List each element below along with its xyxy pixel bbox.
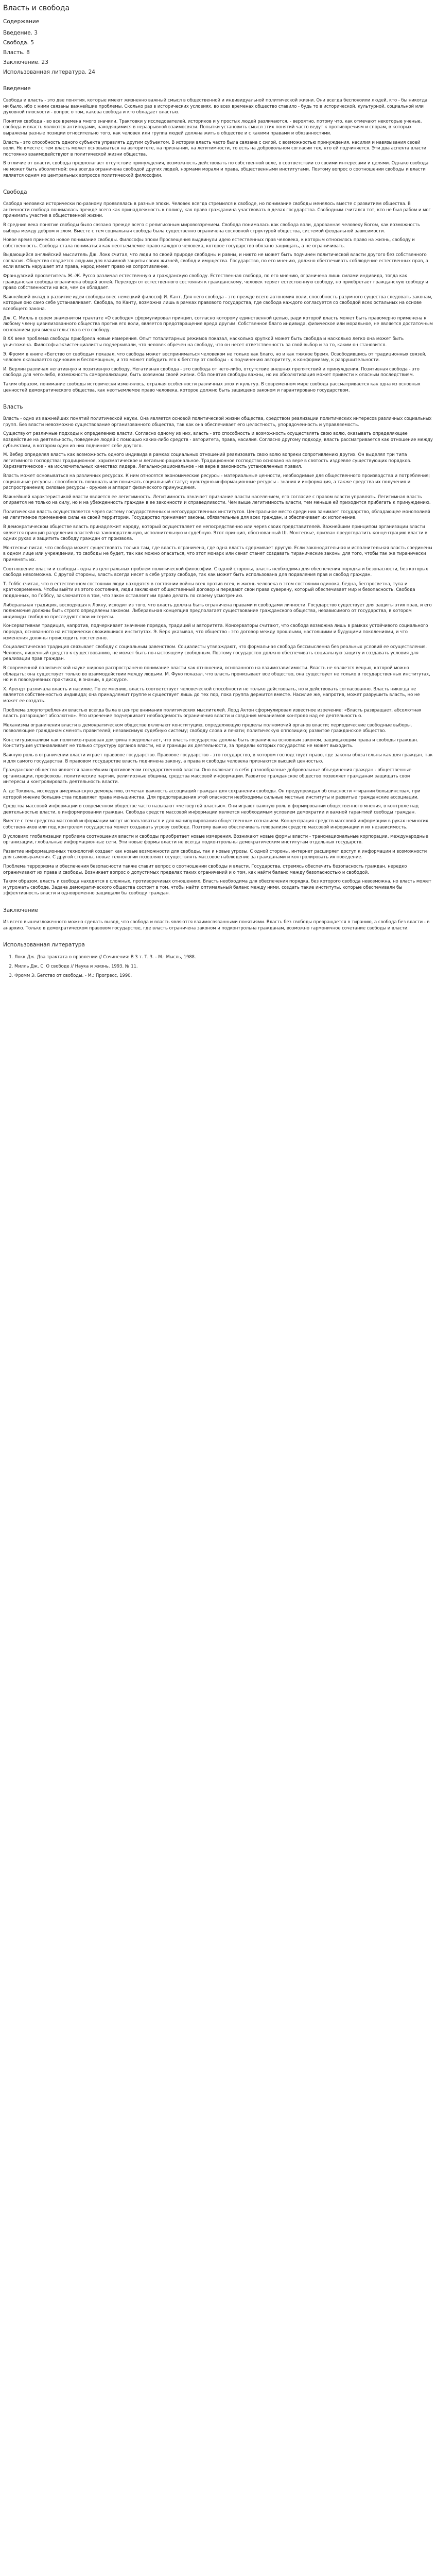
paragraph: И. Берлин различал негативную и позитивную свободу. Негативная свобода - это свобода от чего-либо, отсутствие внешних препятствий и принуждения. Позитивная свобода - это свобода для чего-либо, возможность самореализации, быть хозяином своей жизни. Оба понятия свободы важны, но их абсолютизация может привести к опасным последствиям. (3, 366, 420, 378)
paragraph: Из всего вышеизложенного можно сделать вывод, что свобода и власть являются взаимосвязанными понятиями. Власть без свободы превращается в тиранию, а свобода без власти - в анархию. Только в демократическом правовом государстве, где власть ограничена законом и подконтрольна гражданам, возможно гармоничное сочетание свободы и власти. (3, 919, 430, 930)
paragraph: Французский просветитель Ж.-Ж. Руссо различал естественную и гражданскую свободу. Естественная свобода, по его мнению, ограничена лишь силами индивида, тогда как гражданская свобода ограничена общей волей. Переходя от естественного состояния к гражданскому, человек теряет естественную свободу, но приобретает гражданскую свободу и право собственности на все, чем он обладает. (3, 273, 428, 291)
paragraph: Соотношение власти и свободы - одна из центральных проблем политической философии. С одной стороны, власть необходима для обеспечения порядка и безопасности, без которых свобода невозможна. С другой стороны, власть всегда несет в себе угрозу свободе, так как может быть использована для подавления прав и свобод граждан. (3, 566, 428, 578)
literature-section (3, 941, 433, 979)
paragraph: Выдающийся английский мыслитель Дж. Локк считал, что люди по своей природе свободны и равны, и никто не может быть подчинен политической власти другого без собственного согласия. Общество создается людьми для взаимной защиты своих жизней, свобод и имущества. Государство, по его мнению, должно обеспечивать соблюдение естественных прав, а если власть нарушает эти права, народ имеет право на сопротивление. (3, 252, 428, 269)
paragraph: В отличие от власти, свобода предполагает отсутствие принуждения, возможность действовать по собственной воле, в соответствии со своими интересами и целями. Однако свобода не может быть абсолютной: она всегда ограничена свободой других людей, нормами морали и права, общественными институтами. Поэтому вопрос о соотношении свободы и власти является одним из центральных вопросов политической философии. (3, 160, 429, 178)
section-heading: Заключение (3, 907, 38, 913)
literature-item: 1. Локк Дж. Два трактата о правлении // Сочинения: В 3 т. Т. 3. - М.: Мысль, 1988. (14, 954, 433, 960)
paragraph: В XX веке проблема свободы приобрела новые измерения. Опыт тоталитарных режимов показал, насколько хрупкой может быть свобода и насколько легко она может быть уничтожена. Философы-экзистенциалисты подчеркивали, что человек обречен на свободу, что он несет ответственность за свой выбор и за то, каким он становится. (3, 336, 404, 347)
paragraph: Власть - одно из важнейших понятий политической науки. Она является основой политической жизни общества, средством реализации политических интересов различных социальных групп. Без власти невозможно существование организованного общества, так как она обеспечивает его целостность, упорядоченность и управляемость. (3, 416, 432, 427)
section-heading: Власть (3, 404, 23, 411)
section (3, 403, 433, 896)
table-of-contents (3, 18, 433, 77)
paragraph: Понятия свобода - во все времена много значили. Трактовки у исследователей, историков и у простых людей различаются, - вероятно, потому что, как отмечают некоторые ученые, свобода и власть являются антиподами, находящимися в неразрывной взаимосвязи. Попытки установить смысл этих понятий часто ведут к противоречиям и спорам, в которых выражены разные позиции относительно того, как человек или группа людей должна жить в обществе и с какими правами и обязанностями. (3, 118, 422, 135)
document-body (3, 84, 433, 931)
paragraph: Средства массовой информации в современном обществе часто называют «четвертой властью». Они играют важную роль в формировании общественного мнения, в контроле над деятельностью власти, в информировании граждан. Свобода средств массовой информации является необходимым условием демократии и важной гарантией свободы граждан. (3, 803, 419, 815)
toc-item[interactable]: Свобода. 5 (3, 40, 34, 46)
toc-heading: Содержание (3, 19, 40, 25)
paragraph: Политическая власть осуществляется через систему государственных и негосударственных институтов. Центральное место среди них занимает государство, обладающее монополией на легитимное применение силы на своей территории. Государство принимает законы, обязательные для всех граждан, и обеспечивает их исполнение. (3, 509, 430, 520)
paragraph: Гражданское общество является важнейшим противовесом государственной власти. Оно включает в себя разнообразные добровольные объединения граждан - общественные организации, профсоюзы, политические партии, религиозные общины, средства массовой информации. Развитое гражданское общество позволяет гражданам защищать свои интересы и контролировать деятельность власти. (3, 767, 412, 785)
paragraph: Монтескье писал, что свобода может существовать только там, где власть ограничена, где одна власть сдерживает другую. Если законодательная и исполнительная власть соединены в одном лице или учреждении, то свободы не будет, так как можно опасаться, что этот монарх или сенат станет создавать тиранические законы для того, чтобы так же тиранически применять их. (3, 545, 432, 563)
section (3, 906, 433, 931)
paragraph: Таким образом, понимание свободы исторически изменялось, отражая особенности различных эпох и культур. В современном мире свобода рассматривается как одна из основных ценностей демократического общества, как неотъемлемое право человека, которое должно быть защищено законом и гарантировано государством. (3, 381, 421, 393)
paragraph: Э. Фромм в книге «Бегство от свободы» показал, что свобода может восприниматься человеком не только как благо, но и как тяжкое бремя. Освободившись от традиционных связей, человек оказывается одиноким и беспомощным, и это может побудить его к бегству от свободы - к подчинению авторитету, к конформизму, к разрушительности. (3, 351, 427, 363)
paragraph: Власть может основываться на различных ресурсах. К ним относятся экономические ресурсы - материальные ценности, необходимые для общественного производства и потребления; социальные ресурсы - способность повышать или понижать социальный статус; культурно-информационные ресурсы - знания и информация, а также средства их получения и распространения; силовые ресурсы - оружие и аппарат физического принуждения. (3, 472, 430, 490)
section-heading: Свобода (3, 189, 27, 196)
literature-item: 3. Фромм Э. Бегство от свободы. - М.: Прогресс, 1990. (14, 972, 433, 979)
paragraph: В демократическом обществе власть принадлежит народу, который осуществляет ее непосредственно или через своих представителей. Важнейшим принципом организации власти является принцип разделения властей на законодательную, исполнительную и судебную. Этот принцип, обоснованный Ш. Монтескье, призван предотвратить концентрацию власти в одних руках и защитить свободу граждан от произвола. (3, 524, 428, 541)
paragraph: Вместе с тем средства массовой информации могут использоваться и для манипулирования общественным сознанием. Концентрация средств массовой информации в руках немногих собственников или под контролем государства может создавать угрозу свободе. Поэтому важно обеспечивать плюрализм средств массовой информации и их независимость. (3, 818, 428, 829)
section (3, 84, 433, 178)
toc-item[interactable]: Заключение. 23 (3, 59, 48, 65)
paragraph: Консервативная традиция, напротив, подчеркивает значение порядка, традиций и авторитета. Консерваторы считают, что свобода возможна лишь в рамках устойчивого социального порядка, основанного на исторически сложившихся институтах. Э. Берк указывал, что общество - это договор между прошлыми, настоящими и будущими поколениями, и что изменения должны происходить постепенно. (3, 623, 428, 640)
paragraph: Новое время принесло новое понимание свободы. Философы эпохи Просвещения выдвинули идею естественных прав человека, к которым относилось право на жизнь, свободу и собственность. Свобода стала пониматься как неотъемлемое право каждого человека, которое государство обязано защищать, а не ограничивать. (3, 237, 415, 248)
toc-item[interactable]: Власть. 8 (3, 49, 30, 56)
paragraph: В условиях глобализации проблема соотношения власти и свободы приобретает новые измерения. Возникают новые формы власти - транснациональные корпорации, международные организации, глобальные информационные сети. Эти новые формы власти не всегда подконтрольны демократическим институтам отдельных государств. (3, 833, 428, 845)
paragraph: Развитие информационных технологий создает как новые возможности для свободы, так и новые угрозы. С одной стороны, интернет расширяет доступ к информации и возможности для самовыражения. С другой стороны, новые технологии позволяют осуществлять массовое наблюдение за гражданами и контролировать их поведение. (3, 848, 427, 860)
paragraph: Социалистическая традиция связывает свободу с социальным равенством. Социалисты утверждают, что формальная свобода бессмысленна без реальных условий ее осуществления. Человек, лишенный средств к существованию, не может быть по-настоящему свободным. Поэтому государство должно обеспечивать социальную защиту и создавать условия для реализации прав граждан. (3, 644, 427, 662)
paragraph: Т. Гоббс считал, что в естественном состоянии люди находятся в состоянии войны всех против всех, и жизнь человека в этом состоянии одинока, бедна, беспросветна, тупа и кратковременна. Чтобы выйти из этого состояния, люди заключают общественный договор и передают свои права суверену, который обеспечивает мир и безопасность. Свобода подданных, по Гоббсу, заключается в том, что закон оставляет им право делать по своему усмотрению. (3, 581, 415, 598)
paragraph: Свобода и власть - это две понятия, которые имеют жизненно важный смысл в общественной и индивидуальной политической жизни. Они всегда беспокоили людей, кто - бы никогда ни было, ибо с ними связаны важнейшие проблемы. Сколько раз в исторических условиях, во всех временах общество ставило - будь то в исторической, культурной, социальной или духовной плоскости - вопрос о том, какова свобода и кто обладает властью. (3, 97, 428, 115)
paragraph: Либеральная традиция, восходящая к Локку, исходит из того, что власть должна быть ограничена правами и свободами личности. Государство существует для защиты этих прав, и его полномочия должны быть строго определены законом. Либеральная концепция предполагает существование гражданского общества, независимого от государства, в котором индивиды свободно преследуют свои интересы. (3, 602, 432, 619)
paragraph: Механизмы ограничения власти в демократическом обществе включают конституцию, определяющую пределы полномочий органов власти; периодические свободные выборы, позволяющие гражданам сменять правителей; независимую судебную систему; свободу слова и печати; политическую оппозицию; развитое гражданское общество. (3, 722, 412, 734)
paragraph: А. де Токвиль, исследуя американскую демократию, отмечал важность ассоциаций граждан для сохранения свободы. Он предупреждал об опасности «тирании большинства», при которой мнение большинства подавляет права меньшинства. Для предотвращения этой опасности необходимы сильные местные институты и развитые гражданские ассоциации. (3, 788, 421, 800)
paragraph: Проблема терроризма и обеспечения безопасности также ставит вопрос о соотношении свободы и власти. Государства, стремясь обеспечить безопасность граждан, нередко ограничивают их права и свободы. Возникает вопрос о допустимых пределах таких ограничений и о том, как найти баланс между безопасностью и свободой. (3, 863, 407, 875)
toc-item[interactable]: Введение. 3 (3, 30, 38, 36)
toc-item[interactable]: Использованная литература. 24 (3, 69, 95, 75)
section-heading: Введение (3, 86, 31, 92)
paragraph: Важнейший вклад в развитие идеи свободы внес немецкий философ И. Кант. Для него свобода - это прежде всего автономия воли, способность разумного существа следовать законам, которые оно само себе устанавливает. Свобода, по Канту, возможна лишь в рамках правового государства, где свобода каждого согласуется со свободой всех остальных на основе всеобщего закона. (3, 294, 433, 312)
paragraph: Существуют различные подходы к определению власти. Согласно одному из них, власть - это способность и возможность осуществлять свою волю, оказывать определяющее воздействие на деятельность, поведение людей с помощью каких-либо средств - авторитета, права, насилия. Согласно другому подходу, власть рассматривается как отношение между субъектами, в котором один из них подчиняет себе другого. (3, 431, 433, 448)
paragraph: В современной политической науке широко распространено понимание власти как отношения, основанного на взаимозависимости. Власть не является вещью, которой можно обладать; она существует только во взаимодействии между людьми. М. Фуко показал, что власть пронизывает все общество, она существует не только в государственных институтах, но и в повседневных практиках, в знании, в дискурсе. (3, 665, 430, 683)
literature-item: 2. Милль Дж. С. О свободе // Наука и жизнь. 1993. № 11. (14, 963, 433, 970)
paragraph: Х. Арендт различала власть и насилие. По ее мнению, власть соответствует человеческой способности не только действовать, но и действовать согласованно. Власть никогда не является собственностью индивида; она принадлежит группе и существует лишь до тех пор, пока группа держится вместе. Насилие же, напротив, может разрушить власть, но не может ее создать. (3, 686, 420, 703)
paragraph: Власть - это способность одного субъекта управлять другим субъектом. В истории власть часто была связана с силой, с возможностью принуждения, насилия и навязывания своей воли. Но вместе с тем власть может основываться на авторитете, на признании, на легитимности, то есть на добровольном согласии тех, кто ей подчиняется. Эти два аспекта власти постоянно взаимодействуют в политической жизни общества. (3, 139, 427, 157)
section (3, 188, 433, 393)
paragraph: Конституционализм как политико-правовая доктрина предполагает, что власть государства должна быть ограничена основным законом, защищающим права и свободы граждан. Конституция устанавливает не только структуру органов власти, но и границы их деятельности, за пределы которых государство не может выходить. (3, 737, 418, 749)
toc-list (3, 28, 433, 77)
paragraph: В средние века понятие свободы было связано прежде всего с религиозным мировоззрением. Свобода понималась как свобода воли, дарованная человеку Богом, как возможность выбора между добром и злом. Вместе с тем социальная свобода была существенно ограничена сословной структурой общества, системой феодальной зависимости. (3, 222, 420, 233)
paragraph: М. Вебер определял власть как возможность одного индивида в рамках социальных отношений реализовать свою волю вопреки сопротивлению других. Он выделял три типа легитимного господства: традиционное, харизматическое и легально-рациональное. Традиционное господство основано на вере в святость издревле существующих порядков. Харизматическое - на исключительных качествах лидера. Легально-рациональное - на вере в законность установленных правил. (3, 452, 412, 469)
paragraph: Важнейшей характеристикой власти является ее легитимность. Легитимность означает признание власти населением, его согласие с правом власти управлять. Легитимная власть опирается не только на силу, но и на убежденность граждан в ее законности и справедливости. Чем выше легитимность власти, тем меньше ей приходится прибегать к принуждению. (3, 494, 431, 505)
paragraph: Важную роль в ограничении власти играет правовое государство. Правовое государство - это государство, в котором господствует право, где законы обязательны как для граждан, так и для самого государства. В правовом государстве власть подчинена закону, а права и свободы человека признаются высшей ценностью. (3, 752, 433, 764)
literature-heading: Использованная литература (3, 942, 85, 948)
paragraph: Проблема злоупотребления властью всегда была в центре внимания политических мыслителей. Лорд Актон сформулировал известное изречение: «Власть развращает, абсолютная власть развращает абсолютно». Это изречение подчеркивает необходимость ограничения власти и создания механизмов контроля над ее деятельностью. (3, 707, 422, 719)
paragraph: Свобода человека исторически по-разному проявлялась в разные эпохи. Человек всегда стремился к свободе, но понимание свободы менялось вместе с развитием общества. В античности свобода понималась прежде всего как принадлежность к полису, как право гражданина участвовать в делах государства. Свободным считался тот, кто не был рабом и мог принимать участие в общественной жизни. (3, 201, 431, 218)
document-title: Власть и свобода (3, 4, 70, 12)
document (3, 0, 433, 979)
paragraph: Дж. С. Милль в своем знаменитом трактате «О свободе» сформулировал принцип, согласно которому единственной целью, ради которой власть может быть правомерно применена к любому члену цивилизованного общества против его воли, является предотвращение вреда другим. Собственное благо индивида, физическое или моральное, не является достаточным основанием для вмешательства в его свободу. (3, 315, 433, 332)
literature-list (3, 954, 433, 979)
paragraph: Таким образом, власть и свобода находятся в сложных, противоречивых отношениях. Власть необходима для обеспечения порядка, без которого свобода невозможна, но власть может и угрожать свободе. Задача демократического общества состоит в том, чтобы найти оптимальный баланс между ними, создать такие институты, которые обеспечивали бы эффективность власти и одновременно защищали бы свободу граждан. (3, 878, 431, 896)
